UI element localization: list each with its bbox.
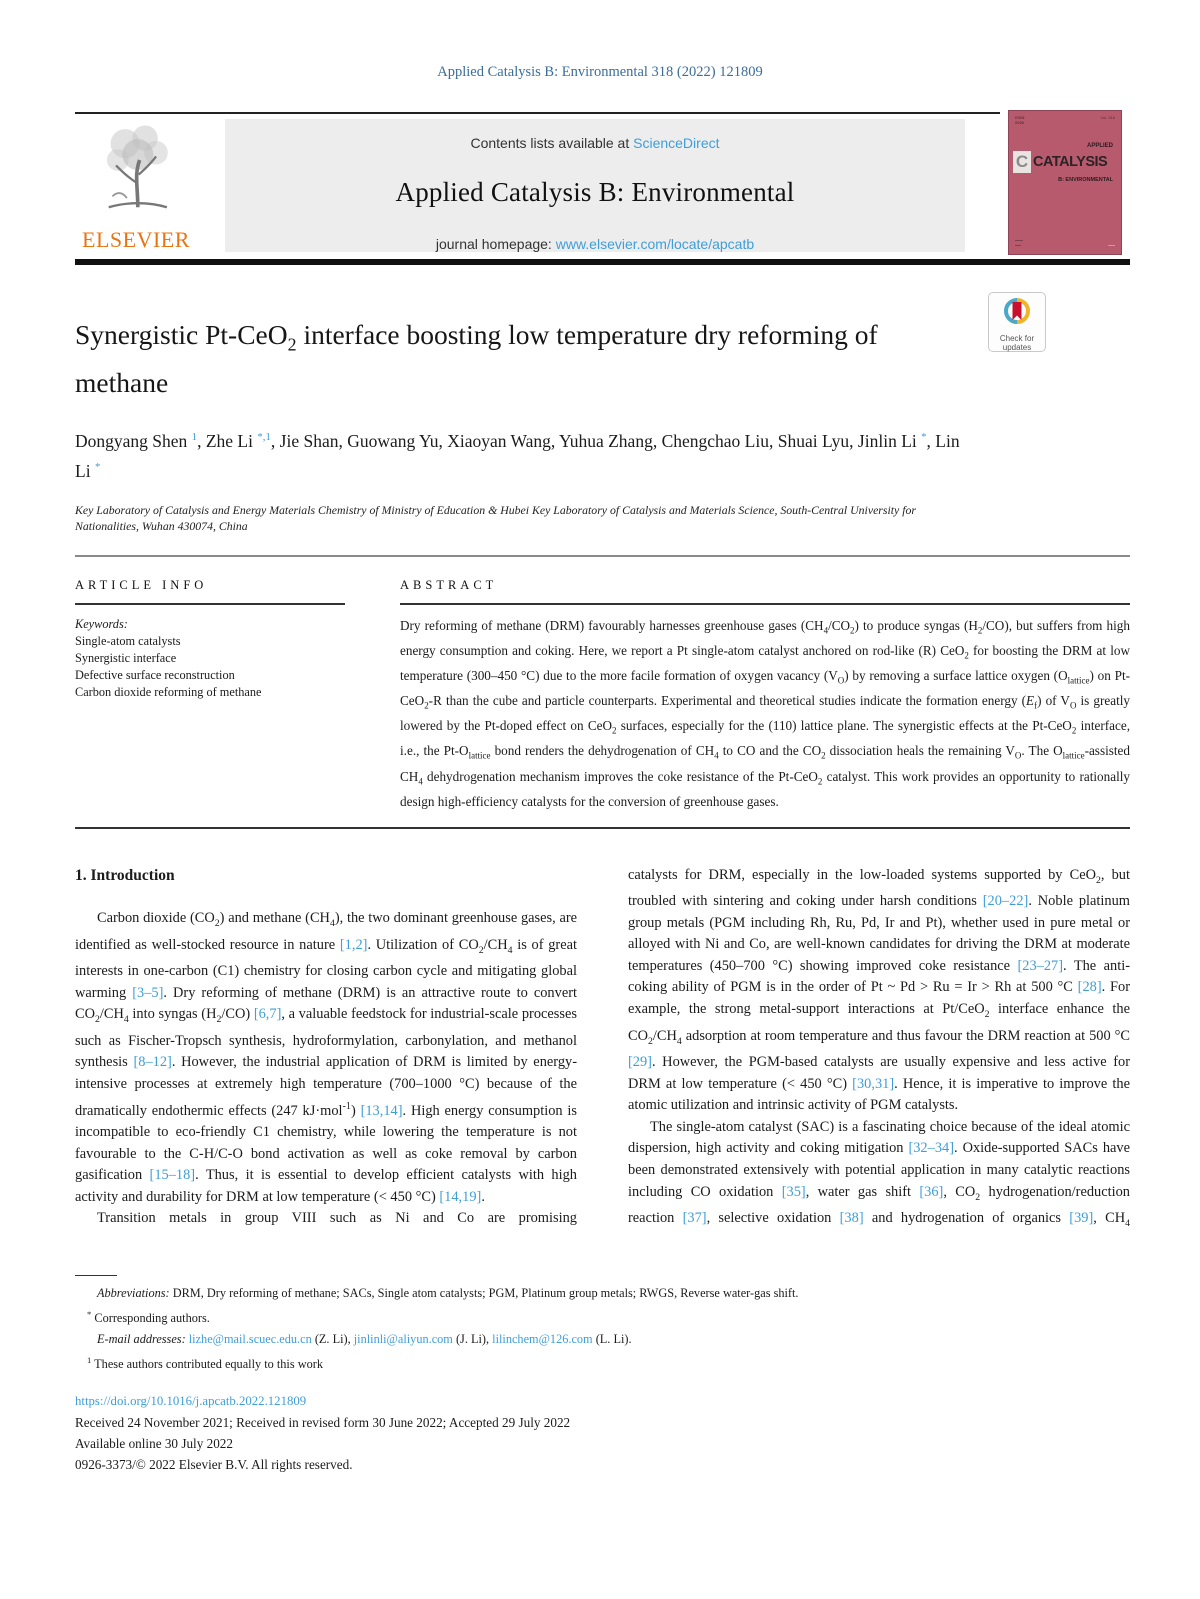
- homepage-label: journal homepage:: [435, 236, 556, 252]
- homepage-line: [225, 236, 965, 252]
- abstract-rule: [400, 603, 1130, 605]
- left-column-paragraphs: [75, 908, 577, 1230]
- keyword-item: Carbon dioxide reforming of methane: [75, 684, 262, 699]
- contents-line: [225, 135, 965, 151]
- keyword-item: Synergistic interface: [75, 650, 177, 665]
- contents-line-text: Contents lists available at: [470, 135, 634, 151]
- abstract-column: [400, 578, 1130, 811]
- reference-link[interactable]: [8–12]: [133, 1054, 172, 1071]
- abstract-text: Dry reforming of methane (DRM) favourably harnesses greenhouse gases $(CH_4/CO_2)$ to produce syngas $(H_2/CO)$, but suffers from high energy consumption and coking. Here, we report a Pt single-atom catalyst anchored on rod-like (R) CeO$_2$ for boosting the DRM at low temperature (300–450 °C) due to the more facile formation of oxygen vacancy $(V_O)$ by removing a surface lattice oxygen $(O_{lattice})$ on Pt-CeO$_2$-R than the cube and particle counterparts. Experimental and theoretical studies indicate the formation energy $(E_f)$ of $V_O$ is greatly lowered by the Pt-doped effect on CeO$_2$ surfaces, especially for the (110) lattice plane. The synergistic effects at the Pt-CeO$_2$ interface, i.e., the $Pt-O_{lattice}$ bond renders the dehydrogenation of $CH_4$ to CO and the $CO_2$ dissociation heals the remaining $V_O$. The $O_{lattice}$-assisted $CH_4$ dehydrogenation mechanism improves the coke resistance of the Pt-CeO$_2$ catalyst. This work provides an opportunity to rationally design high-efficiency catalysts for the conversion of greenhouse gases.: [400, 617, 1131, 809]
- cover-sciencedirect-text: ⎯⎯⎯: [1108, 243, 1115, 248]
- elsevier-tree-icon: [90, 120, 182, 220]
- reference-link[interactable]: [6,7]: [253, 1006, 282, 1023]
- right-column: [628, 865, 1130, 1235]
- paragraph: Carbon dioxide $(CO_2)$ and methane $(CH_4)$, the two dominant greenhouse gases, are identified as well-stocked resource in nature [1,2]. Utilization of $CO_2/CH_4$ is of great interests in one-carbon (C1) chemistry for closing carbon cycle and mitigating global warming [3–5]. Dry reforming of methane (DRM) is an attractive route to convert $CO_2/CH_4$ into syngas $(H_2/CO)$ [6,7], a valuable feedstock for industrial-scale processes such as Fischer-Tropsch synthesis, hydroformylation, carbonylation, and methanol synthesis [8–12]. However, the industrial application of DRM is limited by energy-intensive processes at extremely high temperature (700–1000 °C) because of the dramatically endothermic effects (247 kJ·mol$^{-1}$) [13,14]. High energy consumption is incompatible to eco-friendly C1 chemistry, while lowering the temperature is not favourable to the C-H/C-O bond activation as well as coke removal by carbon gasification [15–18]. Thus, it is essential to develop efficient catalysts with high activity and durability for DRM at low temperature (< 450 °C) [14,19].: [75, 910, 578, 1205]
- keyword-item: Defective surface reconstruction: [75, 667, 235, 682]
- hyperlink[interactable]: jinlinli@aliyun.com: [353, 1332, 453, 1347]
- email-addresses-note: E-mail addresses: lizhe@mail.scuec.edu.cn (Z. Li), jinlinli@aliyun.com (J. Li), lilinchem@126.com (L. Li).: [97, 1332, 632, 1347]
- article-info-heading: ARTICLE INFO: [75, 578, 208, 593]
- journal-title: Applied Catalysis B: Environmental: [395, 177, 795, 207]
- cover-masthead: [1013, 151, 1117, 173]
- reference-link[interactable]: [38]: [839, 1210, 864, 1227]
- paper-title: Synergistic Pt-CeO$_2$ interface boosting low temperature dry reforming of methane: [75, 319, 878, 398]
- reference-link[interactable]: [32–34]: [908, 1140, 954, 1157]
- article-footer: [75, 1394, 1130, 1472]
- reference-link[interactable]: [15–18]: [149, 1167, 196, 1184]
- doi-link[interactable]: https://doi.org/10.1016/j.apcatb.2022.121809: [75, 1394, 307, 1409]
- reference-link[interactable]: [29]: [628, 1054, 652, 1071]
- header-top-rule: [75, 112, 1000, 114]
- header-thick-rule: [75, 259, 1130, 265]
- article-content: [75, 316, 1130, 1472]
- article-info-rule: [75, 603, 345, 605]
- sciencedirect-link[interactable]: ScienceDirect: [633, 135, 720, 151]
- keywords-block: [75, 616, 345, 701]
- keyword-item: Single-atom catalysts: [75, 633, 181, 648]
- affiliation: Key Laboratory of Catalysis and Energy Materials Chemistry of Ministry of Education & Hubei Key Laboratory of Catalysis and Materials Science, South-Central University for Nationalities, Wuhan 430074, China: [75, 503, 917, 534]
- running-head-citation: Applied Catalysis B: Environmental 318 (2022) 121809: [437, 64, 763, 80]
- reference-link[interactable]: [36]: [919, 1183, 944, 1200]
- footnote-rule: [75, 1275, 117, 1277]
- cover-subtitle: B: ENVIRONMENTAL: [1058, 177, 1113, 183]
- elsevier-wordmark: ELSEVIER: [82, 227, 190, 252]
- cover-volume-text: Vol. 318: [1100, 115, 1115, 120]
- paragraph: The single-atom catalyst (SAC) is a fascinating choice because of the ideal atomic dispersion, high activity and coking mitigation [32–34]. Oxide-supported SACs have been demonstrated extensively with potential application in many catalytic reactions including CO oxidation [35], water gas shift [36], $CO_2$ hydrogenation/reduction reaction [37], selective oxidation [38] and hydrogenation of organics [39], $CH_4$: [628, 1118, 1130, 1229]
- keywords-list: [75, 633, 345, 701]
- reference-link[interactable]: [37]: [682, 1210, 707, 1227]
- body-columns: [75, 865, 1130, 1235]
- reference-link[interactable]: [30,31]: [852, 1075, 895, 1092]
- hyperlink[interactable]: lilinchem@126.com: [492, 1332, 593, 1347]
- copyright-line: 0926-3373/© 2022 Elsevier B.V. All rights reserved.: [75, 1457, 353, 1473]
- reference-link[interactable]: [13,14]: [360, 1102, 403, 1119]
- reference-link[interactable]: [39]: [1069, 1210, 1094, 1227]
- received-dates: Received 24 November 2021; Received in revised form 30 June 2022; Accepted 29 July 2022: [75, 1415, 571, 1431]
- equal-contribution-note: $^1$ These authors contributed equally to this work: [87, 1355, 323, 1372]
- cover-applied-label: APPLIED: [1086, 143, 1113, 149]
- reference-link[interactable]: [20–22]: [982, 893, 1029, 910]
- journal-banner: [225, 119, 965, 252]
- article-info-column: [75, 578, 345, 811]
- cover-c-initial: C: [1013, 151, 1031, 173]
- paragraph: catalysts for DRM, especially in the low-loaded systems supported by CeO$_2$, but troubled with sintering and coking under harsh conditions [20–22]. Noble platinum group metals (PGM including Rh, Ru, Pd, Ir and Pt), whether used in pure metal or alloyed with Ni and Co, are well-known candidates for driving the DRM at moderate temperatures (450–700 °C) showing improved coke resistance [23–27]. The anti-coking ability of PGM is in the order of Pt ~ Pd > Ru = Ir > Rh at 500 °C [28]. For example, the strong metal-support interactions at Pt/CeO$_2$ interface enhance the $CO_2/CH_4$ adsorption at room temperature and thus favour the DRM reaction at 500 °C [29]. However, the PGM-based catalysts are usually expensive and less active for DRM at low temperature (< 450 °C) [30,31]. Hence, it is imperative to improve the atomic utilization and intrinsic activity of PGM catalysts.: [628, 866, 1131, 1114]
- keywords-label: Keywords:: [75, 616, 128, 631]
- abstract-bottom-rule: [75, 827, 1130, 829]
- hyperlink[interactable]: lizhe@mail.scuec.edu.cn: [188, 1332, 312, 1347]
- section-1-heading: 1. Introduction: [75, 866, 175, 884]
- available-online: Available online 30 July 2022: [75, 1436, 233, 1452]
- journal-homepage-link[interactable]: www.elsevier.com/locate/apcatb: [555, 236, 755, 252]
- cover-journal-name: CATALYSIS: [1033, 154, 1108, 170]
- abbreviations-note: Abbreviations: DRM, Dry reforming of methane; SACs, Single atom catalysts; PGM, Platinum group metals; RWGS, Reverse water-gas shift.: [97, 1286, 799, 1301]
- author-list: Dongyang Shen $^1$, Zhe Li $^{*,1}$, Jie Shan, Guowang Yu, Xiaoyan Wang, Yuhua Zhang, Chengchao Liu, Shuai Lyu, Jinlin Li *, Lin Li *: [75, 430, 960, 482]
- paragraph: Transition metals in group VIII such as Ni and Co are promising: [97, 1210, 577, 1227]
- check-for-updates-label: Check for updates: [999, 334, 1035, 352]
- footnotes-block: [75, 1275, 1130, 1373]
- abstract-heading: ABSTRACT: [400, 578, 498, 593]
- reference-link[interactable]: [23–27]: [1017, 957, 1064, 974]
- info-abstract-section: [75, 578, 1130, 811]
- reference-link[interactable]: [35]: [781, 1183, 806, 1200]
- journal-cover-thumbnail[interactable]: [1008, 110, 1122, 255]
- cover-publisher-text: ⎯⎯⎯⎯ ⎯⎯⎯: [1015, 238, 1023, 248]
- right-column-paragraphs: [628, 865, 1130, 1235]
- cover-issn-block: ISSN 0926: [1015, 115, 1025, 125]
- elsevier-logo[interactable]: [75, 120, 197, 252]
- reference-link[interactable]: [1,2]: [339, 936, 368, 953]
- corresponding-authors-note: * Corresponding authors.: [87, 1309, 210, 1326]
- info-top-rule: [75, 555, 1130, 557]
- reference-link[interactable]: [28]: [1077, 979, 1102, 996]
- left-column: [75, 865, 577, 1235]
- reference-link[interactable]: [3–5]: [132, 984, 164, 1001]
- reference-link[interactable]: [14,19]: [439, 1188, 482, 1205]
